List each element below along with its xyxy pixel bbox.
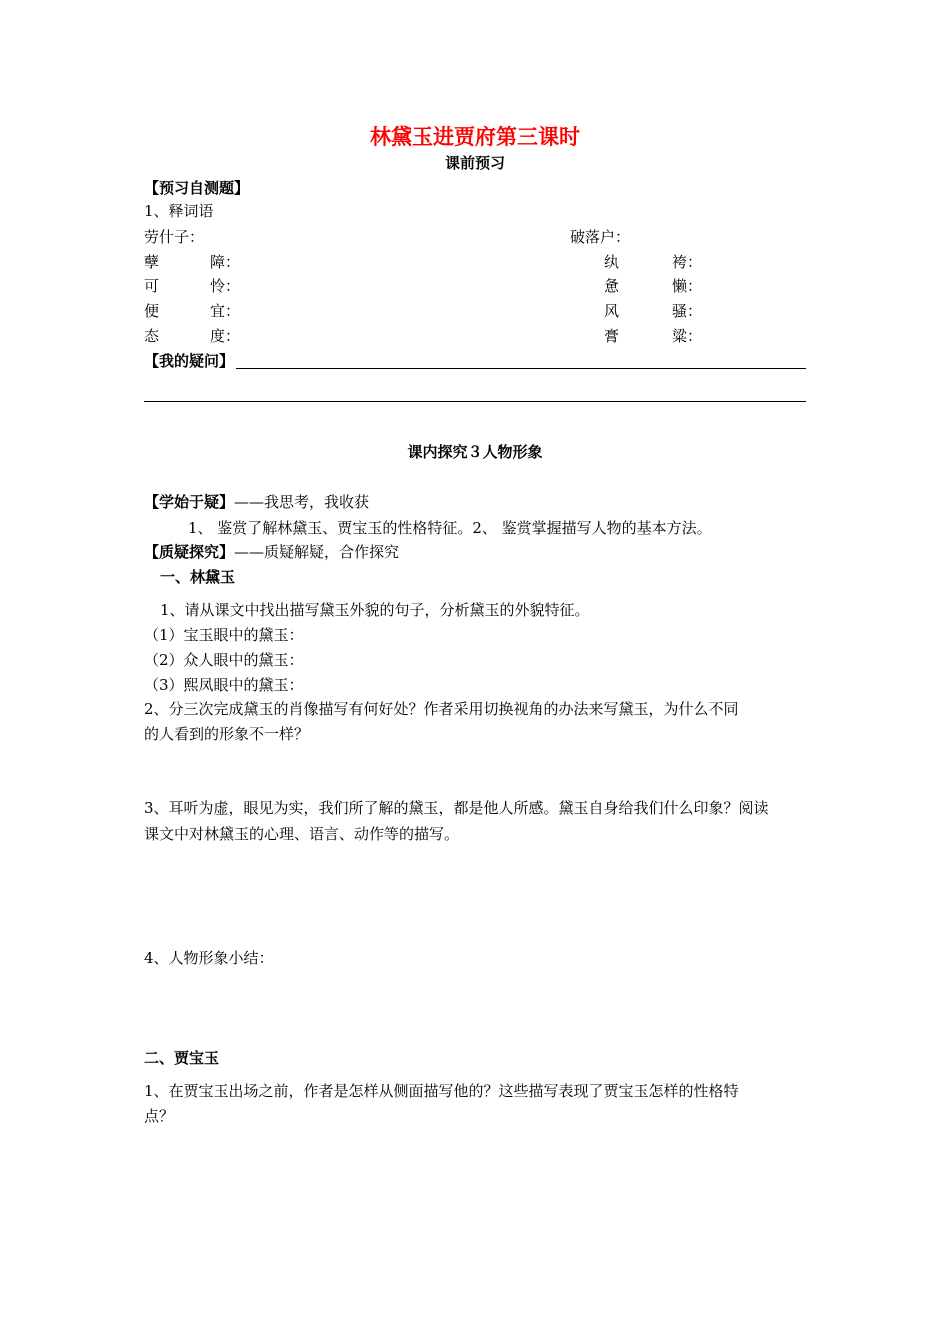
- section-2-q1-line2: 点？: [144, 1107, 175, 1125]
- section-1-q2-line1: 2、分三次完成黛玉的肖像描写有何好处？作者采用切换视角的办法来写黛玉，为什么不同: [144, 700, 739, 718]
- term-right-5-char1: 膏: [604, 327, 620, 345]
- preview-heading: 【预习自测题】: [144, 179, 250, 197]
- page-title: 林黛玉进贾府第三课时: [370, 124, 580, 149]
- term-right-4-char2: 骚：: [672, 302, 703, 320]
- section-2-title: 二、贾宝玉: [144, 1049, 220, 1067]
- section-2-q1-line1: 1、在贾宝玉出场之前，作者是怎样从侧面描写他的？这些描写表现了贾宝玉怎样的性格特: [144, 1082, 739, 1100]
- section-1-q3-line1: 3、耳听为虚，眼见为实，我们所了解的黛玉，都是他人所感。黛玉自身给我们什么印象？阅读: [144, 799, 769, 817]
- term-left-1: 劳什子：: [144, 228, 205, 246]
- page-subtitle: 课前预习: [444, 154, 505, 172]
- my-question-label: 【我的疑问】: [144, 352, 235, 370]
- explore-line: [144, 542, 399, 562]
- term-right-4-char1: 风: [604, 302, 620, 320]
- section-1-q1: 1、请从课文中找出描写黛玉外貌的句子，分析黛玉的外貌特征。: [160, 601, 590, 619]
- explore-label: 【质疑探究】: [144, 543, 235, 561]
- section-1-q2-line2: 的人看到的形象不一样？: [144, 725, 310, 743]
- section-1-q4: 4、人物形象小结：: [144, 949, 274, 967]
- term-right-5-char2: 粱：: [672, 327, 703, 345]
- term-right-3-char2: 懒：: [672, 277, 703, 295]
- term-left-3-char2: 怜：: [210, 277, 241, 295]
- term-right-3-char1: 惫: [604, 277, 620, 295]
- explore-text: ——质疑解疑，合作探究: [234, 543, 400, 561]
- section-1-q3-line2: 课文中对林黛玉的心理、语言、动作等的描写。: [144, 825, 460, 843]
- section-1-title: 一、林黛玉: [160, 568, 236, 586]
- term-left-5-char2: 度：: [210, 327, 241, 345]
- learn-text: ——我思考，我收获: [234, 493, 370, 511]
- section-1-q1-sub3: （3）熙凤眼中的黛玉：: [144, 676, 304, 694]
- term-left-3-char1: 可: [144, 277, 160, 295]
- term-left-5-char1: 态: [144, 327, 160, 345]
- term-left-4-char2: 宜：: [210, 302, 241, 320]
- learn-line: [144, 492, 369, 512]
- term-right-2-char1: 纨: [604, 253, 620, 271]
- term-left-2-char2: 障：: [210, 253, 241, 271]
- learning-goals: 1、 鉴赏了解林黛玉、贾宝玉的性格特征。2、 鉴赏掌握描写人物的基本方法。: [188, 519, 712, 537]
- section-1-q1-sub1: （1）宝玉眼中的黛玉：: [144, 626, 304, 644]
- answer-line-2[interactable]: [144, 401, 806, 402]
- answer-line-1[interactable]: [236, 368, 806, 369]
- term-right-1: 破落户：: [570, 228, 631, 246]
- question-1-label: 1、释词语: [144, 202, 214, 220]
- inquiry-heading: 课内探究３人物形象: [407, 443, 543, 461]
- learn-label: 【学始于疑】: [144, 493, 235, 511]
- term-left-2-char1: 孽: [144, 253, 160, 271]
- section-1-q1-sub2: （2）众人眼中的黛玉：: [144, 651, 304, 669]
- term-left-4-char1: 便: [144, 302, 160, 320]
- term-right-2-char2: 袴：: [672, 253, 703, 271]
